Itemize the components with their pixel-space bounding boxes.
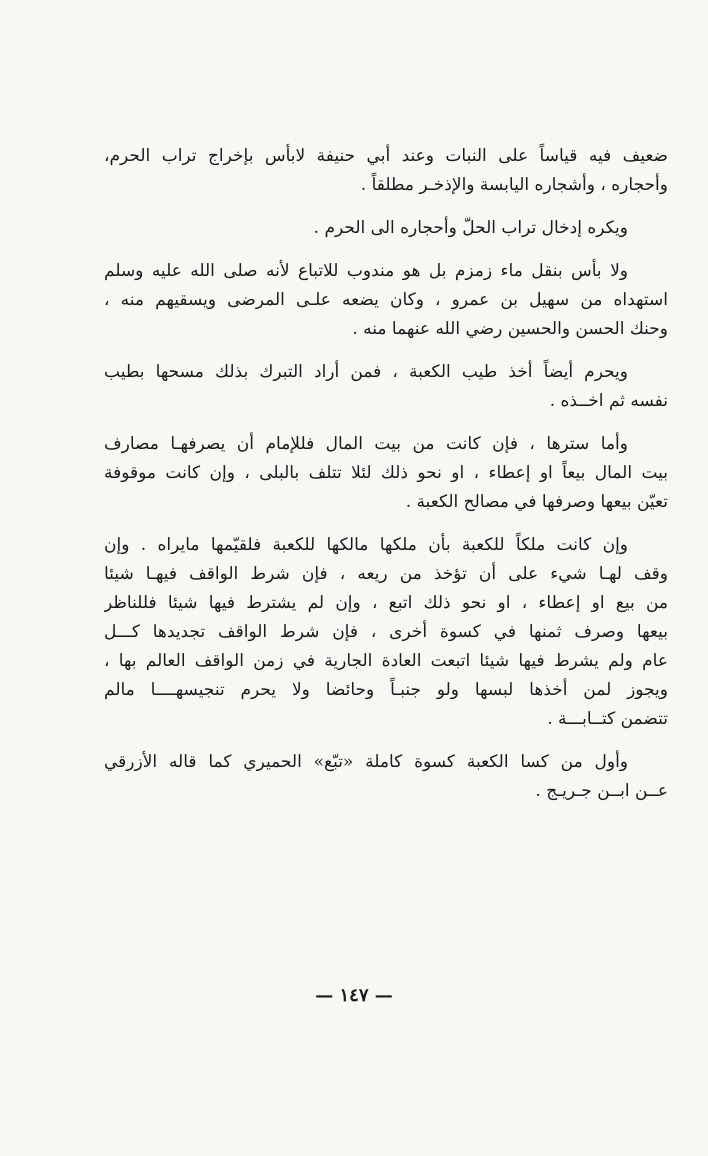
paragraph [104, 430, 668, 517]
text-line: وقف لهـا شيء على أن تؤخذ من ريعه ، فإن شرط الواقف فيهـا شيئا [104, 564, 668, 584]
paragraph [104, 748, 668, 806]
text-line: وحنك الحسن والحسين رضي الله عنهما منه . [352, 319, 668, 339]
paragraph [104, 214, 668, 243]
text-line: وأول من كسا الكعبة كسوة كاملة «تبّع» الحميري كما قاله الأزرقي [104, 752, 628, 772]
text-line: وإن كانت ملكاً للكعبة بأن ملكها مالكها للكعبة فلقيّمها مايراه . وإن [104, 535, 628, 555]
paragraph [104, 257, 668, 344]
text-line: عــن ابــن جـريـج . [535, 781, 668, 801]
text-line: ويجوز لمن أخذها لبسها ولو جنبـاً وحائضا ولا يحرم تنجيسهــــا مالم [104, 680, 668, 700]
text-line: تعيّن بيعها وصرفها في مصالح الكعبة . [405, 492, 668, 512]
body-text [104, 142, 668, 820]
text-line: بيعها وصرف ثمنها في كسوة أخرى ، فإن شرط الواقف تجديدها كـــل [104, 622, 668, 642]
paragraph [104, 531, 668, 734]
paragraph [104, 358, 668, 416]
page-number: — ١٤٧ — [315, 985, 393, 1006]
text-line: نفسه ثم اخــذه . [549, 391, 668, 411]
text-line: عام ولم يشرط فيها شيئا اتبعت العادة الجارية في زمن الواقف العالم بها ، [104, 651, 668, 671]
text-line: ويحرم أيضاً أخذ طيب الكعبة ، فمن أراد التبرك بذلك مسحها بطيب [104, 362, 628, 382]
text-line: بيت المال بيعاً او إعطاء ، او نحو ذلك لئلا تتلف بالبلى ، وإن كانت موقوفة [104, 463, 668, 483]
text-line: استهداه من سهيل بن عمرو ، وكان يضعه علـى المرضى ويسقيهم منه ، [104, 290, 668, 310]
text-line: ويكره إدخال تراب الحلّ وأحجاره الى الحرم . [313, 218, 628, 238]
text-line: ولا بأس بنقل ماء زمزم بل هو مندوب للاتباع لأنه صلى الله عليه وسلم [104, 261, 628, 281]
text-line: من بيع او إعطاء ، او نحو ذلك اتبع ، وإن لم يشترط فيها شيئا فللناظر [104, 593, 668, 613]
text-line: تتضمن كتــابـــة . [547, 709, 668, 729]
text-line: ضعيف فيه قياساً على النبات وعند أبي حنيفة لابأس بإخراج تراب الحرم، [104, 146, 668, 166]
text-line: وأما سترها ، فإن كانت من بيت المال فللإمام أن يصرفهـا مصارف [104, 434, 628, 454]
text-line: وأحجاره ، وأشجاره اليابسة والإذخـر مطلقاً . [360, 175, 668, 195]
paragraph [104, 142, 668, 200]
